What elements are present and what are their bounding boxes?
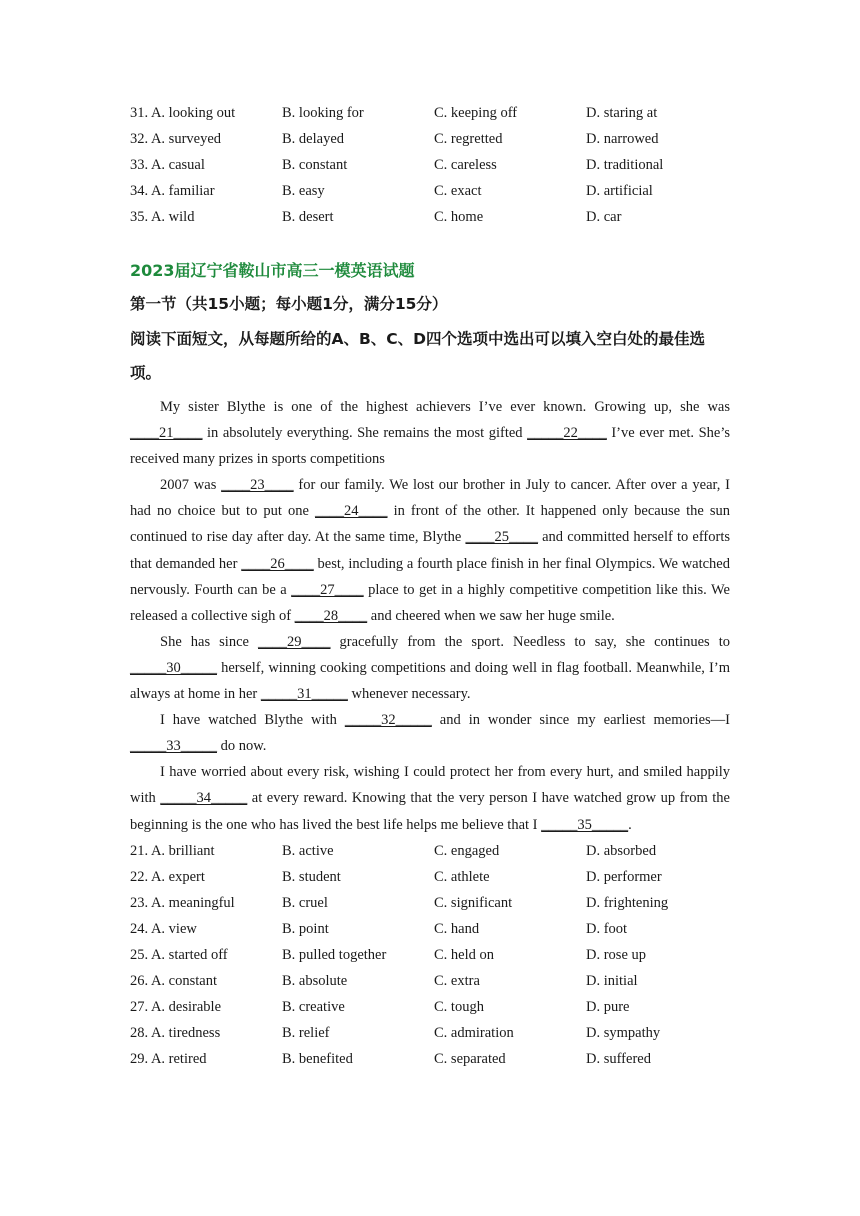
option-d: D. frightening — [586, 894, 669, 911]
option-c: C. held on — [434, 946, 495, 963]
passage-text: best, including a fourth place finish in her final Olympics. We watched nervously. Fourth can be a — [130, 555, 730, 598]
blank-29: ____29____ — [258, 633, 331, 650]
option-c: C. engaged — [434, 842, 500, 859]
section-instruction: 阅读下面短文，从每题所给的A、B、C、D四个选项中选出可以填入空白处的最佳选项。 — [130, 330, 706, 382]
option-row — [130, 864, 730, 890]
blank-22: _____22____ — [527, 425, 607, 442]
option-b: B. constant — [282, 157, 348, 173]
option-row — [130, 890, 730, 916]
passage-text: place to get in a highly competitive competition like this. We released a collective sigh of — [130, 581, 730, 624]
option-a: 31. A. looking out — [130, 105, 236, 121]
passage-text: I’ve ever met. She’s received many prizes in sports competitions — [130, 425, 730, 468]
passage-text: 2007 was — [160, 477, 222, 494]
option-c: C. keeping off — [434, 105, 518, 121]
option-b: B. cruel — [282, 894, 328, 911]
option-a: 25. A. started off — [130, 946, 228, 963]
passage-text: and in wonder since my earliest memories—I — [431, 712, 730, 729]
option-c: C. separated — [434, 1050, 506, 1067]
option-d: D. performer — [586, 868, 662, 885]
option-b: B. delayed — [282, 131, 345, 147]
option-d: D. initial — [586, 972, 638, 989]
document-page — [130, 100, 730, 1072]
option-a: 24. A. view — [130, 920, 197, 937]
option-c: C. careless — [434, 157, 497, 173]
option-a: 34. A. familiar — [130, 183, 215, 199]
passage-paragraph — [130, 629, 730, 707]
passage-text: and committed herself to efforts that demanded her — [130, 529, 730, 572]
option-a: 23. A. meaningful — [130, 894, 235, 911]
passage-paragraph — [130, 707, 730, 759]
option-d: D. car — [586, 209, 622, 225]
option-d: D. sympathy — [586, 1024, 661, 1041]
option-d: D. pure — [586, 998, 630, 1015]
blank-34: _____34_____ — [160, 790, 248, 807]
option-b: B. looking for — [282, 105, 364, 121]
option-a: 29. A. retired — [130, 1050, 207, 1067]
option-d: D. narrowed — [586, 131, 659, 147]
blank-32: _____32_____ — [344, 712, 432, 729]
option-b: B. point — [282, 920, 329, 937]
option-d: D. artificial — [586, 183, 653, 199]
passage-text: for our family. We lost our brother in July to cancer. After over a year, I had no choice but to put one — [130, 477, 730, 520]
passage-text: gracefully from the sport. Needless to say, she continues to — [330, 633, 731, 650]
option-a: 21. A. brilliant — [130, 842, 215, 859]
option-d: D. staring at — [586, 105, 658, 121]
blank-23: ____23____ — [221, 477, 294, 494]
option-row — [130, 994, 730, 1020]
option-row — [130, 916, 730, 942]
passage-text: I have watched Blythe with — [160, 712, 345, 729]
passage-paragraph — [130, 472, 730, 629]
passage-text: She has since — [160, 633, 258, 650]
option-c: C. athlete — [434, 868, 490, 885]
passage-text: whenever necessary. — [347, 686, 471, 703]
option-c: C. significant — [434, 894, 513, 911]
option-b: B. relief — [282, 1024, 330, 1041]
blank-30: _____30_____ — [130, 659, 217, 676]
option-c: C. tough — [434, 998, 484, 1015]
passage-text: and cheered when we saw her huge smile. — [367, 607, 615, 624]
blank-25: ____25____ — [465, 529, 538, 546]
option-b: B. absolute — [282, 972, 348, 989]
section-title: 2023届辽宁省鞍山市高三一模英语试题 — [130, 261, 415, 280]
section-subtitle: 第一节（共15小题；每小题1分，满分15分） — [130, 295, 448, 313]
blank-31: _____31_____ — [260, 686, 348, 703]
option-a: 32. A. surveyed — [130, 131, 222, 147]
option-row — [130, 100, 730, 126]
blank-27: ____27____ — [291, 581, 364, 598]
passage-text: . — [628, 816, 632, 833]
passage-text: My sister Blythe is one of the highest achievers I’ve ever known. Growing up, she was — [160, 399, 730, 415]
option-a: 22. A. expert — [130, 868, 205, 885]
passage-text: herself, winning cooking competitions and doing well in flag football. Meanwhile, I’m always at home in her — [130, 659, 730, 703]
option-c: C. home — [434, 209, 484, 225]
option-c: C. regretted — [434, 131, 503, 147]
option-c: C. extra — [434, 972, 480, 989]
passage-paragraph — [130, 394, 730, 472]
option-row — [130, 1046, 730, 1072]
blank-33: _____33_____ — [130, 738, 217, 755]
option-b: B. student — [282, 868, 341, 885]
option-row — [130, 942, 730, 968]
option-a: 27. A. desirable — [130, 998, 222, 1015]
option-d: D. suffered — [586, 1050, 651, 1067]
bottom-options-block — [130, 838, 730, 1072]
option-row — [130, 968, 730, 994]
option-row — [130, 152, 730, 178]
option-b: B. active — [282, 842, 334, 859]
top-options-block — [130, 100, 730, 230]
option-a: 28. A. tiredness — [130, 1024, 221, 1041]
passage-text: do now. — [217, 738, 267, 755]
option-row — [130, 838, 730, 864]
option-a: 35. A. wild — [130, 209, 195, 225]
option-a: 33. A. casual — [130, 157, 205, 173]
passage-text: I have worried about every risk, wishing I could protect her from every hurt, and smiled happily with — [130, 764, 730, 807]
option-row — [130, 1020, 730, 1046]
option-row — [130, 178, 730, 204]
option-b: B. desert — [282, 209, 334, 225]
option-row — [130, 126, 730, 152]
option-b: B. creative — [282, 998, 345, 1015]
passage-text: in front of the other. It happened only because the sun continued to rise day after day. At the same time, Blythe — [130, 503, 731, 546]
option-a: 26. A. constant — [130, 972, 217, 989]
option-c: C. hand — [434, 920, 480, 937]
option-b: B. pulled together — [282, 946, 387, 963]
blank-24: ____24____ — [315, 503, 388, 520]
passage-paragraph — [130, 759, 730, 837]
passage-text: in absolutely everything. She remains the most gifted — [202, 425, 528, 442]
option-row — [130, 204, 730, 230]
option-b: B. benefited — [282, 1050, 353, 1067]
option-d: D. foot — [586, 920, 628, 937]
option-d: D. rose up — [586, 946, 647, 963]
option-d: D. absorbed — [586, 842, 657, 859]
blank-26: ____26____ — [241, 555, 314, 572]
passage — [130, 394, 730, 838]
option-c: C. exact — [434, 183, 482, 199]
blank-35: _____35_____ — [541, 816, 629, 833]
option-b: B. easy — [282, 183, 325, 199]
blank-21: ____21____ — [130, 425, 203, 442]
passage-text: at every reward. Knowing that the very person I have watched grow up from the beginning is the one who has lived the best life helps me believe that I — [130, 790, 730, 833]
option-c: C. admiration — [434, 1024, 514, 1041]
option-d: D. traditional — [586, 157, 664, 173]
blank-28: ____28____ — [294, 607, 368, 624]
